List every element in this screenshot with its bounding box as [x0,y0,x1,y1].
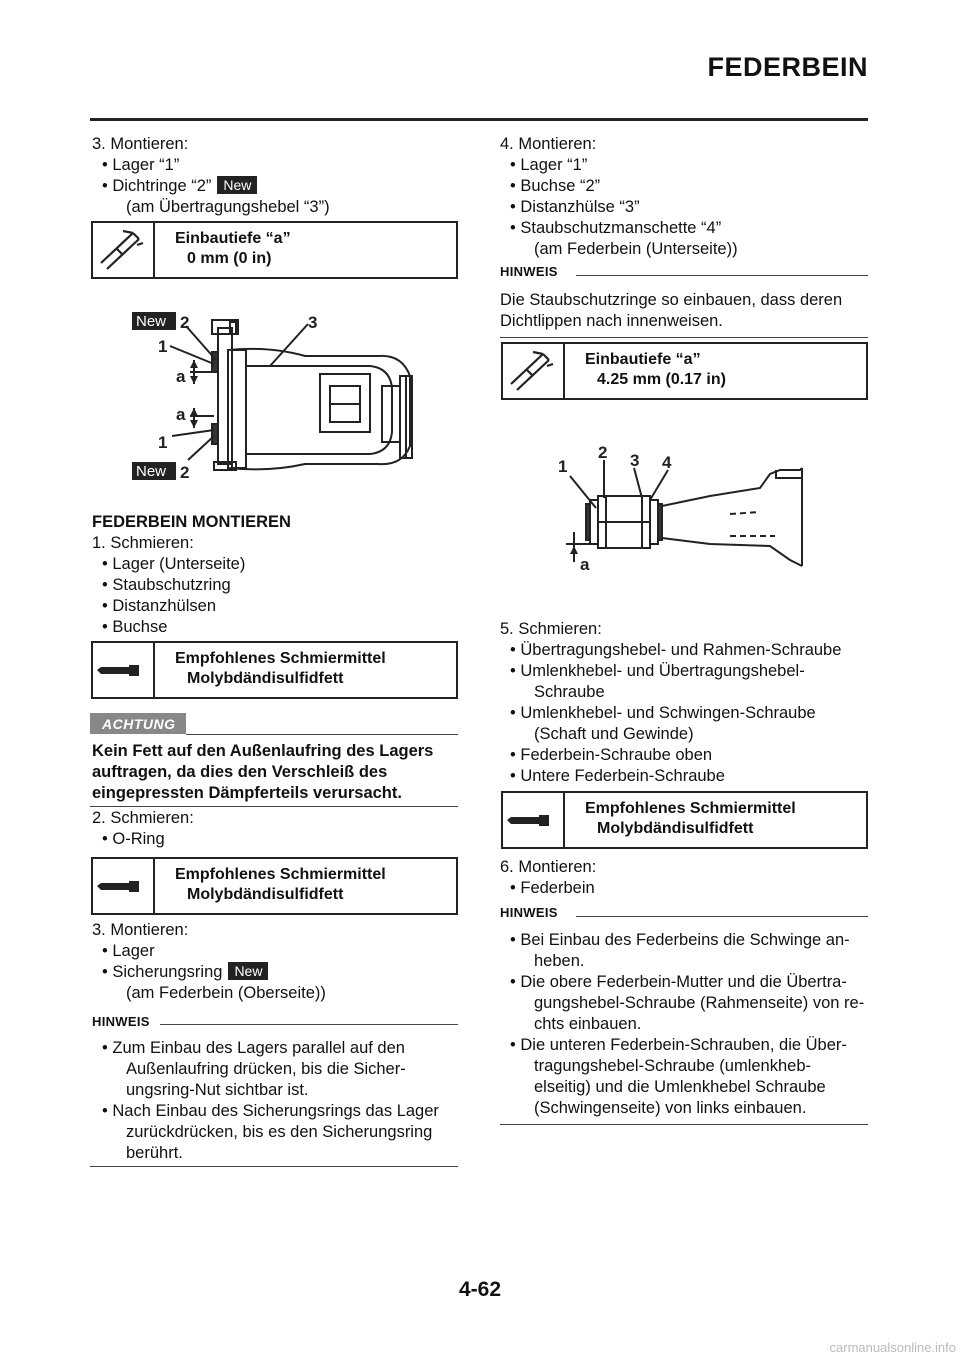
step-heading: 3. Montieren: [92,135,189,153]
hinweis-rule [576,916,868,917]
callout-2: 2 [180,313,190,332]
callout-a: a [176,367,186,386]
callout-2: 2 [180,463,190,482]
list-item: • Staubschutzring [102,576,231,594]
left-step3a [92,134,462,218]
header-rule [90,118,868,121]
spec-value: 4.25 mm (0.17 in) [597,371,726,388]
spec-box-einbautiefe [91,221,458,279]
figure-shock-lower-end [540,440,860,580]
page-number: 4-62 [458,1278,502,1301]
hinweis-rule [160,1024,458,1025]
step-heading: 4. Montieren: [500,135,597,153]
right-step6 [500,857,870,899]
left-step2 [92,808,462,850]
callout-a: a [580,555,590,574]
callout-1: 1 [558,457,568,476]
spec-box-lubricant [91,641,458,699]
list-item: • Federbein [510,879,595,897]
new-tag: New [136,463,167,480]
step-heading: 1. Schmieren: [92,534,194,552]
new-tag: New [217,176,257,194]
list-item: • Lager [102,942,155,960]
hinweis-label: HINWEIS [92,1014,150,1029]
figure-linkage-lever [120,296,440,486]
list-item: • Staubschutzmanschette “4” [510,219,722,237]
right-step5: 5. Schmieren: • Übertragungshebel- und Rahmen-Schraube • Umlenkhebel- und Übertragungshebel- Schraube • Umlenkhebel- und Schwingen-Schraube (Schaft und Gewinde) • Federbein-Schraube oben • Untere Federbein-Schraube [500,619,870,787]
grease-gun-icon [93,859,155,913]
callout-1: 1 [158,337,168,356]
list-item: • Lager (Unterseite) [102,555,246,573]
list-item: • Buchse [102,618,168,636]
spec-label: Einbautiefe “a” [175,230,291,247]
spec-box-lubricant [91,857,458,915]
spec-label: Empfohlenes Schmiermittel [175,866,386,883]
list-item: • Distanzhülsen [102,597,217,615]
left-step3b [92,920,462,1004]
spec-box-lubricant [501,791,868,849]
new-tag: New [228,962,268,980]
section-title: FEDERBEIN MONTIEREN [92,513,291,531]
new-tag: New [136,313,167,330]
achtung-rule [186,734,458,735]
spec-value: Molybdändisulfidfett [187,886,344,903]
caliper-icon [503,344,565,398]
right-hinweis1-text: Die Staubschutzringe so einbauen, dass deren Dichtlippen nach innenweisen. [500,291,843,330]
list-item: • Lager “1” [102,156,180,174]
right-hinweis2-text: • Bei Einbau des Federbeins die Schwinge an- heben. • Die obere Federbein-Mutter und die Übertra- gungshebel-Schraube (Rahmenseite) von re- chts einbauen. • Die unteren Federbein-Schrauben, die Über- tragungshebel-Schraube (umlenkheb- elseitig) und die Umlenkhebel Schraube (Schwingenseite) von links einbauen. [510,931,865,1117]
list-note: (am Federbein (Unterseite)) [534,240,738,258]
list-item: • Sicherungsring New [92,962,462,983]
list-item: • O-Ring [102,830,165,848]
step-heading: 2. Schmieren: [92,809,194,827]
achtung-end-rule [90,806,458,807]
hinweis-end-rule [90,1166,458,1167]
list-item: • Buchse “2” [510,177,601,195]
grease-gun-icon [93,643,155,697]
callout-1: 1 [158,433,168,452]
watermark: carmanualsonline.info [829,1340,956,1355]
achtung-badge: ACHTUNG [90,713,186,734]
callout-3: 3 [630,451,640,470]
callout-3: 3 [308,313,318,332]
hinweis-end-rule [500,337,868,338]
spec-label: Einbautiefe “a” [585,351,701,368]
hinweis-label: HINWEIS [500,905,558,920]
hinweis-rule [576,275,868,276]
spec-value: Molybdändisulfidfett [597,820,754,837]
spec-value: 0 mm (0 in) [187,250,272,267]
step-heading: 5. Schmieren: [500,620,602,638]
spec-value: Molybdändisulfidfett [187,670,344,687]
spec-box-einbautiefe [501,342,868,400]
spec-label: Empfohlenes Schmiermittel [175,650,386,667]
callout-2: 2 [598,443,608,462]
list-item: • Dichtringe “2” New [92,176,462,197]
page-title: FEDERBEIN [707,52,868,82]
caliper-icon [93,223,155,277]
achtung-text: Kein Fett auf den Außenlaufring des Lagers auftragen, da dies den Verschleiß des eingepressten Dämpferteils verursacht. [92,742,434,802]
list-note: (am Federbein (Oberseite)) [126,984,326,1002]
hinweis-end-rule [500,1124,868,1125]
callout-4: 4 [662,453,672,472]
callout-a: a [176,405,186,424]
spec-label: Empfohlenes Schmiermittel [585,800,796,817]
grease-gun-icon [503,793,565,847]
right-step4 [500,134,870,260]
list-note: (am Übertragungshebel “3”) [126,198,330,216]
left-install-section [92,512,462,638]
left-hinweis-text: • Zum Einbau des Lagers parallel auf den Außenlaufring drücken, bis die Sicher- ungsring-Nut sichtbar ist. • Nach Einbau des Sicherungsrings das Lager zurückdrücken, bis es den Sicherungsring berührt. [102,1039,439,1162]
step-heading: 3. Montieren: [92,921,189,939]
list-item: • Lager “1” [510,156,588,174]
step-heading: 6. Montieren: [500,858,597,876]
hinweis-label: HINWEIS [500,264,558,279]
list-item: • Distanzhülse “3” [510,198,640,216]
